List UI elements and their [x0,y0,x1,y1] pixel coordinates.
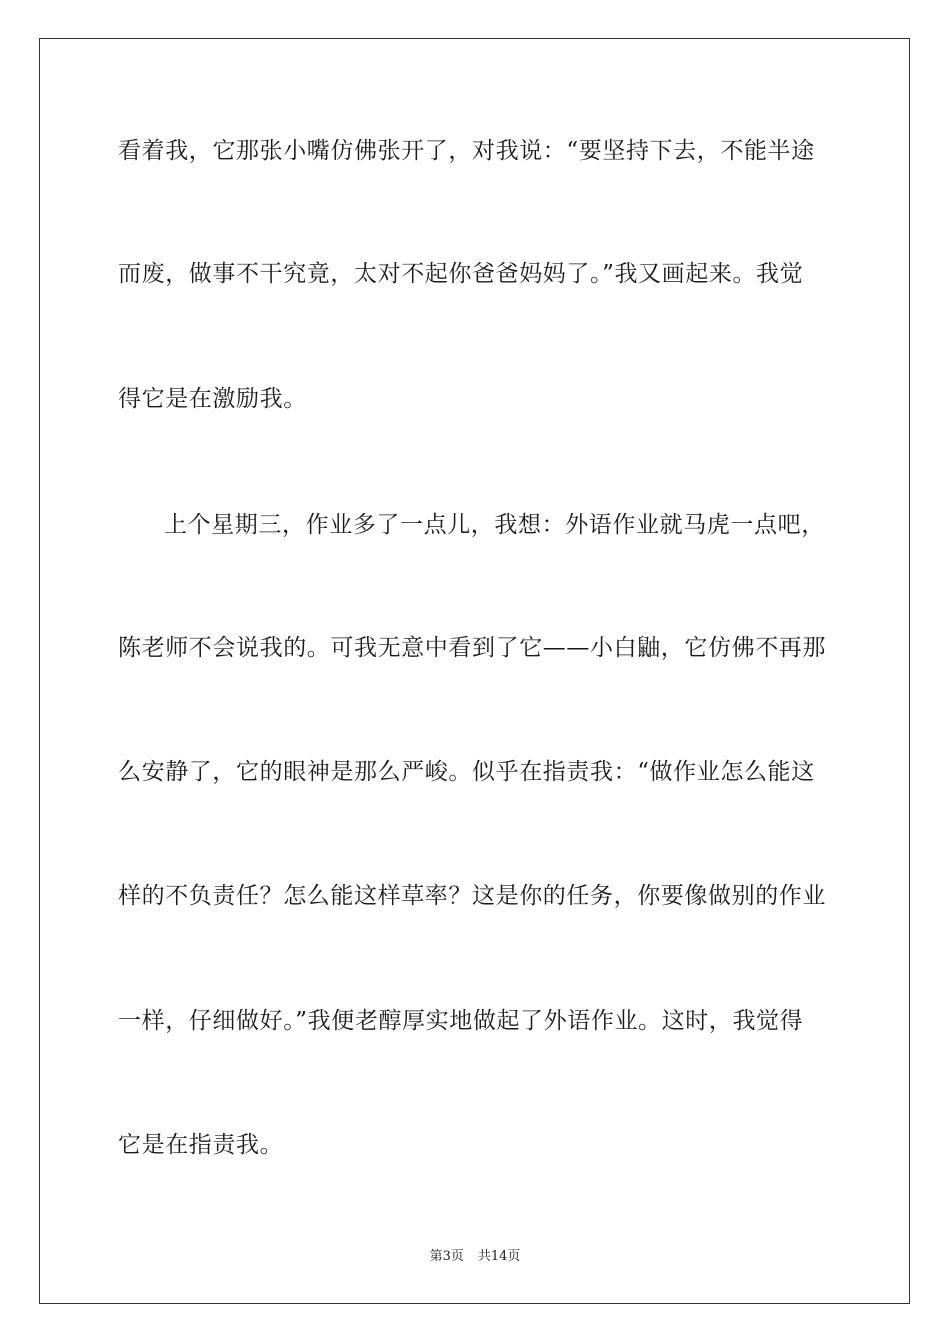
body-text-line: 而废，做事不干究竟，太对不起你爸爸妈妈了。”我又画起来。我觉 [118,261,804,287]
page-number: 第3页 [429,1249,464,1264]
page-footer [0,1248,950,1266]
page-border [39,38,910,1304]
body-text-line: 看着我，它那张小嘴仿佛张开了，对我说：“要坚持下去，不能半途 [118,138,815,164]
body-text-line: 得它是在激励我。 [118,386,307,412]
body-text-line: 它是在指责我。 [118,1132,284,1158]
total-pages: 共14页 [477,1249,521,1264]
body-text-line: 陈老师不会说我的。可我无意中看到了它——小白鼬，它仿佛不再那 [118,635,826,661]
body-text-line: 样的不负责任？怎么能这样草率？这是你的任务，你要像做别的作业 [118,883,826,909]
body-text-line: 么安静了，它的眼神是那么严峻。似乎在指责我：“做作业怎么能这 [118,759,815,785]
paragraph-first-line: 上个星期三，作业多了一点儿，我想：外语作业就马虎一点吧， [164,512,825,538]
body-text-line: 一样，仔细做好。”我便老醇厚实地做起了外语作业。这时，我觉得 [118,1008,804,1034]
